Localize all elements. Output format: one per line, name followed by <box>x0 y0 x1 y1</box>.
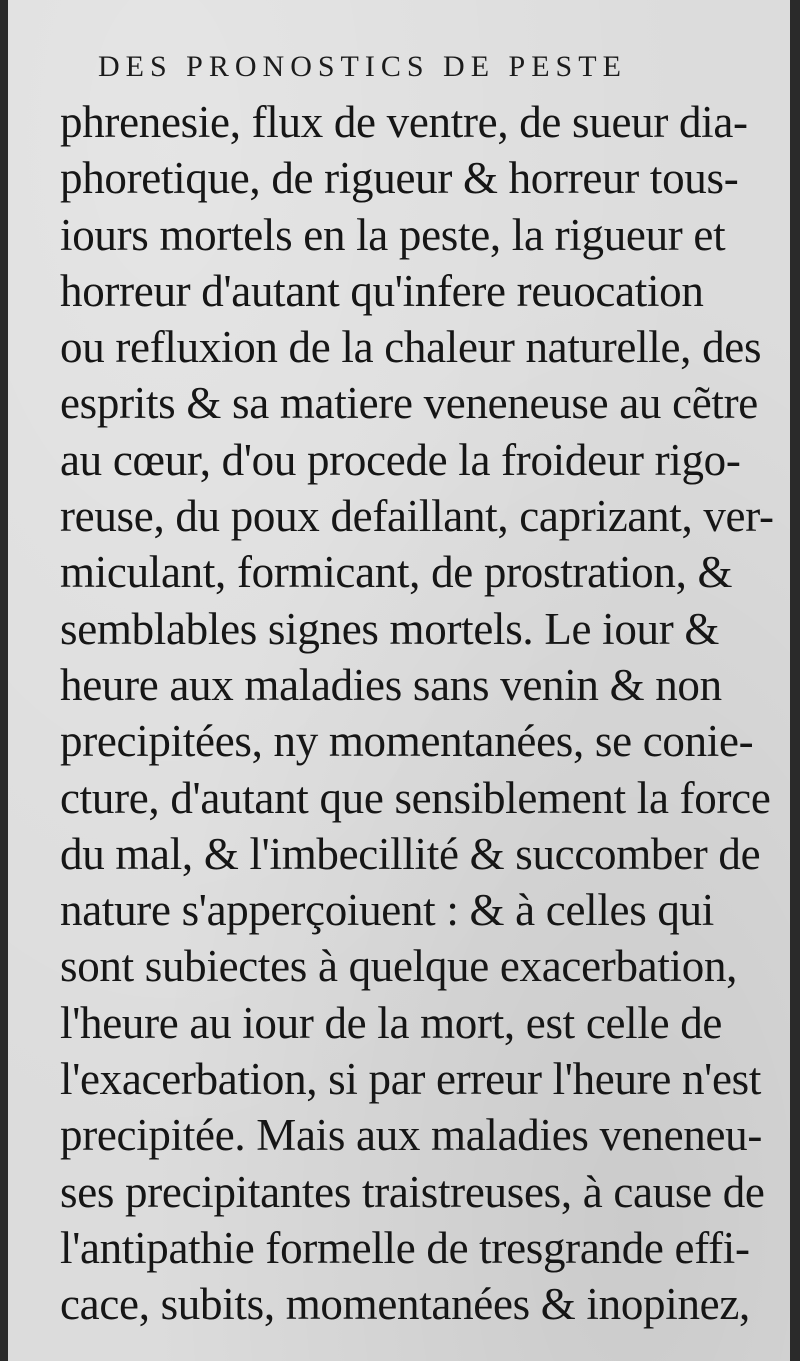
text-line: semblables signes mortels. Le iour & <box>60 603 720 654</box>
text-line: l'heure au iour de la mort, est celle de <box>60 997 723 1048</box>
text-line: ses precipitantes traistreuses, à cause de <box>60 1166 765 1217</box>
body-text <box>60 94 776 1333</box>
text-line: au cœur, d'ou procede la froideur rigo- <box>60 434 741 485</box>
text-line: cture, d'autant que sensiblement la force <box>60 772 771 823</box>
text-line: sont subiectes à quelque exacerbation, <box>60 941 738 992</box>
text-line: l'antipathie formelle de tresgrande effi- <box>60 1222 750 1273</box>
text-line: horreur d'autant qu'infere reuocation <box>60 265 704 316</box>
text-line: miculant, formicant, de prostration, & <box>60 547 733 598</box>
text-line: heure aux maladies sans venin & non <box>60 659 722 710</box>
text-line: ou refluxion de la chaleur naturelle, des <box>60 322 762 373</box>
text-line: precipitées, ny momentanées, se conie- <box>60 716 754 767</box>
text-line: precipitée. Mais aux maladies veneneu- <box>60 1110 763 1161</box>
text-line: phrenesie, flux de ventre, de sueur dia- <box>60 97 748 147</box>
text-line: cace, subits, momentanées & inopinez, <box>60 1279 750 1330</box>
text-line: nature s'apperçoiuent : & à celles qui <box>60 885 714 936</box>
text-line: iours mortels en la peste, la rigueur et <box>60 209 726 260</box>
book-page <box>8 0 790 1361</box>
text-line: phoretique, de rigueur & horreur tous- <box>60 153 739 204</box>
text-line: reuse, du poux defaillant, caprizant, ver- <box>60 491 774 542</box>
text-line: l'exacerbation, si par erreur l'heure n'est <box>60 1054 762 1105</box>
running-head: DES PRONOSTICS DE PESTE <box>98 50 627 83</box>
text-line: esprits & sa matiere veneneuse au cẽtre <box>60 378 758 429</box>
text-line: du mal, & l'imbecillité & succomber de <box>60 828 761 879</box>
